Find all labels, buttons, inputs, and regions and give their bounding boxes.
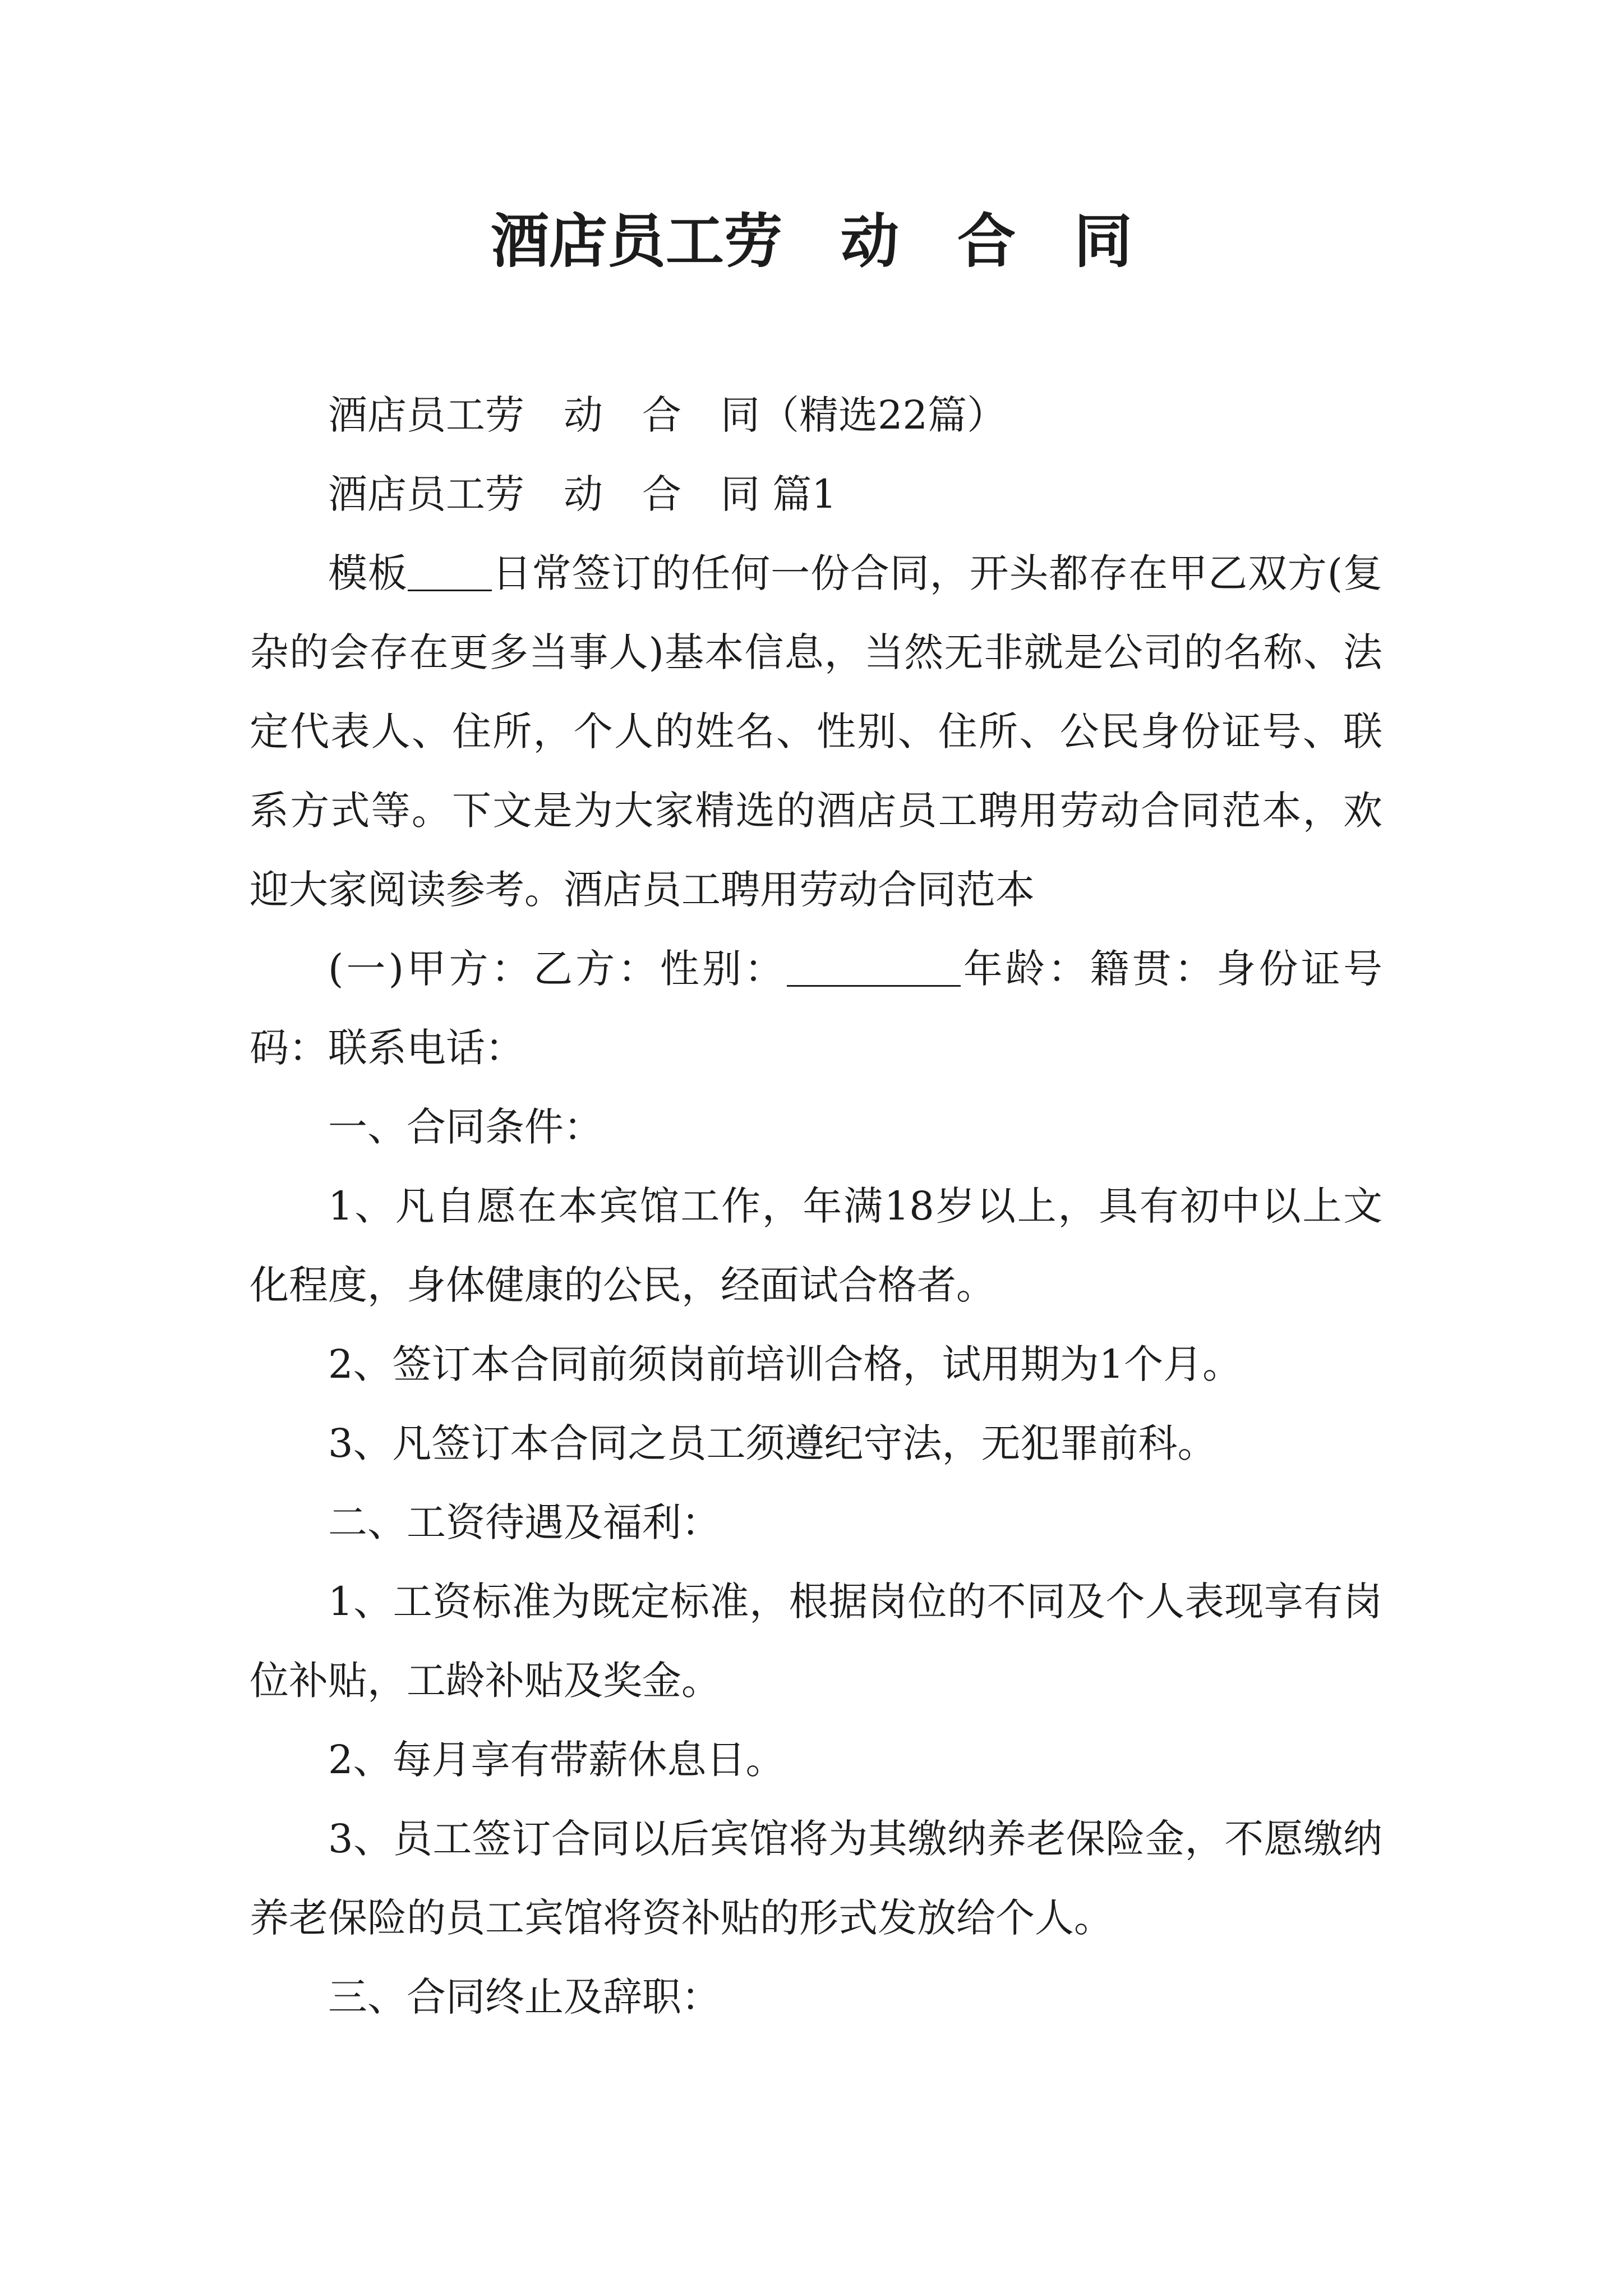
parties-text-after-blank: 年龄：籍贯：身份证号码：联系电话：	[250, 946, 1383, 1071]
blank-line	[408, 550, 492, 591]
document-body	[250, 376, 1382, 2037]
heading-wages-benefits: 二、工资待遇及福利：	[328, 1499, 721, 1545]
document-title: 酒店员工劳 动 合 同	[490, 206, 1132, 275]
paragraph-section-heading: 酒店员工劳 动 合 同 篇1	[328, 471, 837, 517]
paragraph-subtitle: 酒店员工劳 动 合 同（精选22篇）	[328, 392, 1007, 438]
heading-termination-resignation: 三、合同终止及辞职：	[328, 1974, 721, 2020]
intro-text-after-blank: 日常签订的任何一份合同，开头都存在甲乙双方(复杂的会存在更多当事人)基本信息，当然无非就是公司的名称、法定代表人、住所，个人的姓名、性别、住所、公民身份证号、联系方式等。下文是为大家精选的酒店员工聘用劳动合同范本，欢迎大家阅读参考。酒店员工聘用劳动合同范本	[250, 550, 1383, 913]
intro-text-before-blank: 模板	[328, 550, 408, 596]
clause-2-2: 2、每月享有带薪休息日。	[328, 1737, 785, 1783]
clause-1-2: 2、签订本合同前须岗前培训合格，试用期为1个月。	[328, 1341, 1242, 1387]
gender-blank-line	[787, 946, 961, 987]
paragraph-parties	[250, 930, 1382, 1088]
paragraph-intro	[250, 534, 1382, 930]
heading-contract-conditions: 一、合同条件：	[328, 1104, 603, 1150]
clause-1-1: 1、凡自愿在本宾馆工作，年满18岁以上，具有初中以上文化程度，身体健康的公民，经面试合格者。	[250, 1183, 1382, 1308]
clause-1-3: 3、凡签订本合同之员工须遵纪守法，无犯罪前科。	[328, 1420, 1217, 1466]
clause-2-3: 3、员工签订合同以后宾馆将为其缴纳养老保险金，不愿缴纳养老保险的员工宾馆将资补贴的形式发放给个人。	[250, 1816, 1382, 1941]
clause-2-1: 1、工资标准为既定标准，根据岗位的不同及个人表现享有岗位补贴，工龄补贴及奖金。	[250, 1579, 1382, 1704]
parties-text-before-blank: (一)甲方：乙方：性别：	[328, 946, 787, 992]
